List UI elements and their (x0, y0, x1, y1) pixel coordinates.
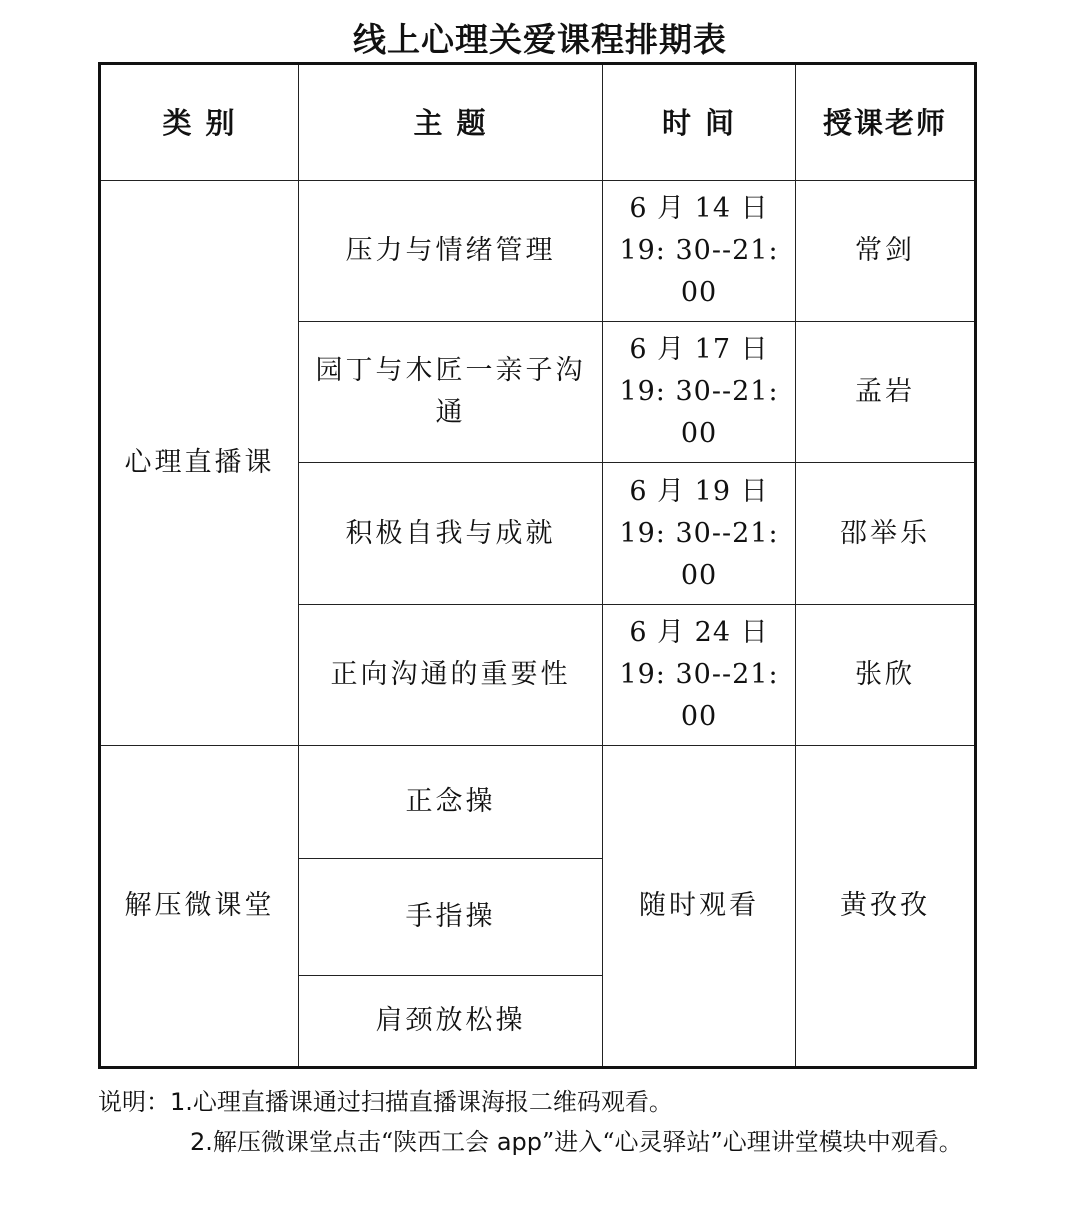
header-row (100, 64, 976, 181)
note-2-text-a: 解压微课堂点击“陕西工会 (212, 1128, 490, 1156)
notes-prefix: 说明： (98, 1088, 170, 1116)
notes (98, 1082, 978, 1162)
time-cell (603, 322, 796, 463)
topic-cell: 肩颈放松操 (299, 976, 603, 1068)
table-row (100, 746, 976, 859)
note-line-2 (98, 1122, 978, 1162)
time-range-text: 19: 30--21: 00 (619, 376, 779, 449)
time-cell (603, 605, 796, 746)
topic-cell: 正向沟通的重要性 (299, 605, 603, 746)
header-topic: 主 题 (299, 64, 603, 181)
topic-cell: 正念操 (299, 746, 603, 859)
header-category: 类 别 (100, 64, 299, 181)
teacher-cell: 邵举乐 (796, 463, 976, 605)
topic-cell: 积极自我与成就 (299, 463, 603, 605)
time-range-text: 19: 30--21: 00 (619, 659, 779, 732)
note-2-text-b: ”进入“心灵驿站”心理讲堂模块中观看。 (542, 1128, 963, 1156)
teacher-cell: 常剑 (796, 181, 976, 322)
note-line-1 (98, 1082, 978, 1122)
date-text: 6 月 19 日 (629, 475, 769, 507)
time-cell (603, 181, 796, 322)
teacher-cell-micro: 黄孜孜 (796, 746, 976, 1068)
table-row (100, 181, 976, 322)
time-range-text: 19: 30--21: 00 (619, 235, 779, 308)
time-range-text: 19: 30--21: 00 (619, 517, 779, 591)
note-2-app: app (489, 1128, 542, 1156)
time-cell-anytime: 随时观看 (603, 746, 796, 1068)
category-cell-live: 心理直播课 (100, 181, 299, 746)
header-teacher: 授课老师 (796, 64, 976, 181)
date-text: 6 月 17 日 (629, 334, 769, 365)
note-1-number: 1. (170, 1088, 193, 1116)
date-text: 6 月 14 日 (629, 193, 769, 224)
header-time: 时 间 (603, 64, 796, 181)
teacher-cell: 孟岩 (796, 322, 976, 463)
note-1-text: 心理直播课通过扫描直播课海报二维码观看。 (192, 1088, 673, 1116)
time-cell (603, 463, 796, 605)
schedule-table (98, 62, 977, 1069)
category-cell-micro: 解压微课堂 (100, 746, 299, 1068)
date-text: 6 月 24 日 (629, 617, 769, 648)
teacher-cell: 张欣 (796, 605, 976, 746)
topic-cell: 压力与情绪管理 (299, 181, 603, 322)
page-title: 线上心理关爱课程排期表 (353, 20, 727, 59)
topic-cell: 园丁与木匠一亲子沟通 (299, 322, 603, 463)
note-2-number: 2. (190, 1128, 213, 1156)
topic-cell: 手指操 (299, 859, 603, 976)
